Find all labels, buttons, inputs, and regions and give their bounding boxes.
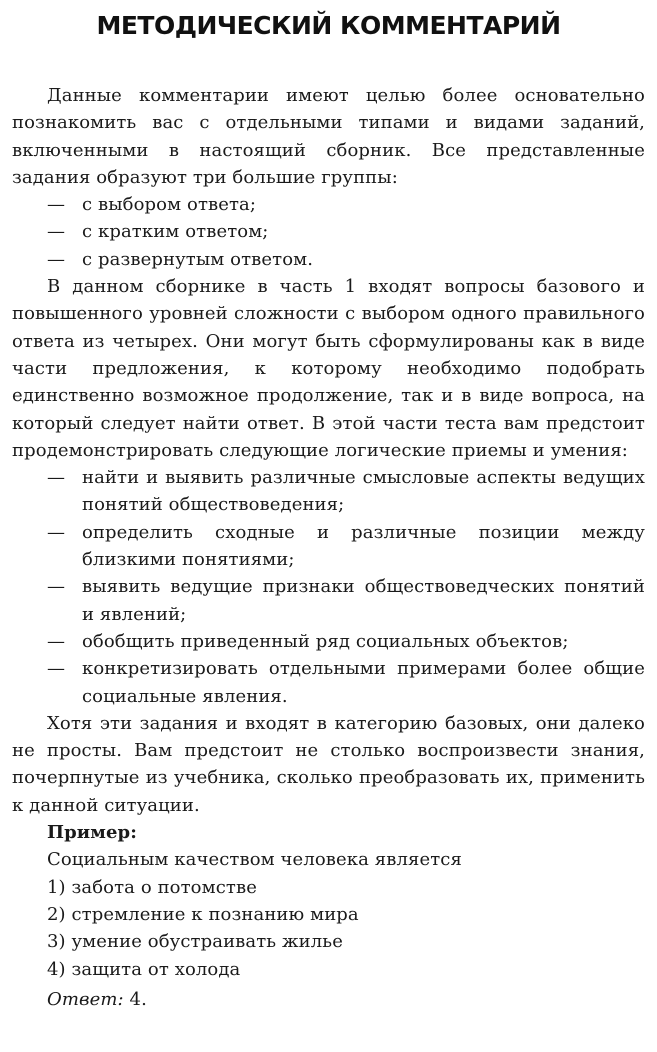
list-item [12, 246, 645, 273]
example-answer [12, 986, 645, 1013]
dash-marker: — [47, 521, 66, 543]
dash-marker: — [47, 467, 66, 489]
group-label: с кратким ответом; [82, 221, 269, 243]
skill-text: выявить ведущие признаки обществоведческих понятий и явлений; [82, 576, 645, 625]
list-item [12, 655, 645, 710]
skill-text: конкретизировать отдельными примерами более общие социальные явления. [82, 658, 645, 707]
group-label: с развернутым ответом. [82, 248, 314, 270]
dash-marker: — [47, 221, 66, 243]
list-item [12, 628, 645, 655]
skill-text: найти и выявить различные смысловые аспекты ведущих понятий обществоведения; [82, 467, 645, 516]
dash-marker: — [47, 630, 66, 652]
skill-text: обобщить приведенный ряд социальных объектов; [82, 630, 569, 652]
dash-marker: — [47, 658, 66, 680]
closing-paragraph: Хотя эти задания и входят в категорию базовых, они далеко не просты. Вам предстоит не столько воспроизвести знания, почерпнутые из учебника, сколько преобразовать их, применить к данной ситуации. [12, 712, 645, 816]
part1-paragraph: В данном сборнике в часть 1 входят вопросы базового и повышенного уровней сложности с выбором одного правильного ответа из четырех. Они могут быть сформулированы как в виде части предложения, к которому необходимо подобрать единственно возможное продолжение, так и в виде вопроса, на который следует найти ответ. В этой части теста вам предстоит продемонстрировать следующие логические приемы и умения: [12, 276, 645, 461]
example-option: 3) умение обустраивать жилье [47, 931, 343, 953]
task-groups-list [12, 191, 645, 273]
example-question: Социальным качеством человека является [47, 849, 462, 871]
dash-marker: — [47, 194, 66, 216]
example-option: 1) забота о потомстве [47, 876, 257, 898]
intro-paragraph: Данные комментарии имеют целью более основательно познакомить вас с отдельными типами и видами заданий, включенными в настоящий сборник. Все представленные задания образуют три большие группы: [12, 85, 645, 188]
example-option: 2) стремление к познанию мира [47, 903, 359, 925]
dash-marker: — [47, 576, 66, 598]
list-item [12, 191, 645, 218]
list-item [12, 464, 645, 519]
answer-value: 4. [129, 988, 147, 1010]
skills-list [12, 464, 645, 710]
group-label: с выбором ответа; [82, 194, 257, 216]
dash-marker: — [47, 248, 66, 270]
list-item [12, 218, 645, 245]
list-item [12, 519, 645, 574]
page-title: МЕТОДИЧЕСКИЙ КОММЕНТАРИЙ [96, 11, 561, 40]
answer-label: Ответ: [47, 988, 124, 1010]
skill-text: определить сходные и различные позиции между близкими понятиями; [82, 521, 645, 571]
commentary-body [12, 82, 645, 1013]
example-option: 4) защита от холода [47, 958, 241, 980]
example-heading: Пример: [47, 822, 137, 844]
list-item [12, 573, 645, 628]
